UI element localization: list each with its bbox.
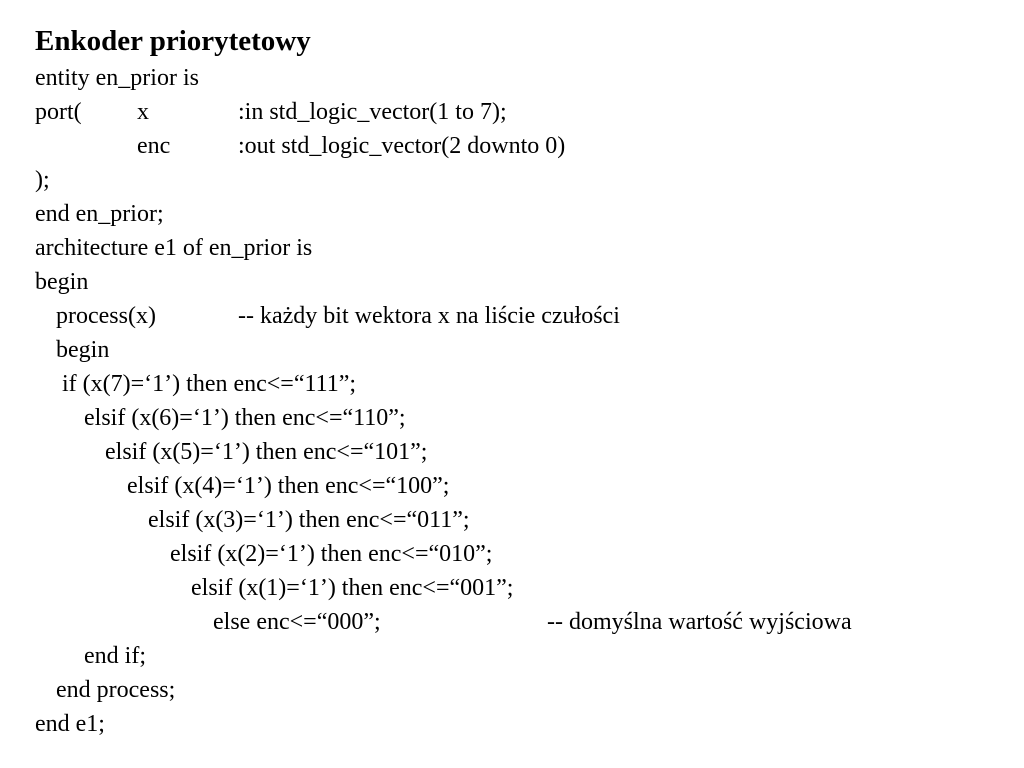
else-statement: else enc<=“000”; bbox=[213, 609, 381, 635]
code-line-end-architecture: end e1; bbox=[35, 711, 105, 737]
port-name-x: x bbox=[137, 99, 149, 125]
code-line-elsif-3: elsif (x(3)=‘1’) then enc<=“011”; bbox=[148, 507, 470, 533]
code-line-process-begin: begin bbox=[56, 337, 110, 363]
port-keyword: port( bbox=[35, 99, 82, 125]
port-name-enc: enc bbox=[137, 133, 171, 159]
code-line-port-close: ); bbox=[35, 167, 50, 193]
code-line-port bbox=[35, 97, 935, 127]
code-line-elsif-6: elsif (x(6)=‘1’) then enc<=“110”; bbox=[84, 405, 406, 431]
process-comment: -- każdy bit wektora x na liście czułości bbox=[238, 303, 620, 329]
code-line-if: if (x(7)=‘1’) then enc<=“111”; bbox=[62, 371, 357, 397]
code-line-elsif-1: elsif (x(1)=‘1’) then enc<=“001”; bbox=[191, 575, 514, 601]
else-comment: -- domyślna wartość wyjściowa bbox=[547, 609, 852, 635]
port-type-x: :in std_logic_vector(1 to 7); bbox=[238, 99, 507, 125]
code-line-else bbox=[35, 607, 935, 637]
port-type-enc: :out std_logic_vector(2 downto 0) bbox=[238, 133, 566, 159]
code-line-architecture: architecture e1 of en_prior is bbox=[35, 235, 313, 261]
code-line-entity: entity en_prior is bbox=[35, 65, 199, 91]
code-line-begin: begin bbox=[35, 269, 89, 295]
code-line-elsif-2: elsif (x(2)=‘1’) then enc<=“010”; bbox=[170, 541, 493, 567]
code-line-elsif-5: elsif (x(5)=‘1’) then enc<=“101”; bbox=[105, 439, 428, 465]
code-line-end-entity: end en_prior; bbox=[35, 201, 164, 227]
page-title: Enkoder priorytetowy bbox=[35, 25, 311, 57]
code-line-elsif-4: elsif (x(4)=‘1’) then enc<=“100”; bbox=[127, 473, 450, 499]
code-line-end-process: end process; bbox=[56, 677, 176, 703]
code-line-port-enc bbox=[35, 131, 935, 161]
process-statement: process(x) bbox=[56, 303, 156, 329]
code-line-end-if: end if; bbox=[84, 643, 146, 669]
code-line-process bbox=[35, 301, 935, 331]
